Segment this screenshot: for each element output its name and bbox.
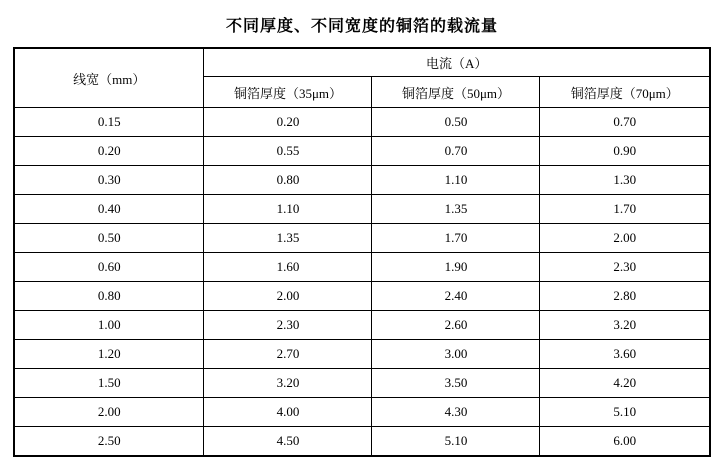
current-value-cell: 5.10 [372, 427, 540, 456]
table-row [14, 282, 710, 311]
current-value-cell: 0.55 [204, 137, 372, 166]
current-value-cell: 4.20 [540, 369, 710, 398]
table-row [14, 340, 710, 369]
current-value-cell: 2.80 [540, 282, 710, 311]
header-copper-thickness-1: 铜箔厚度（50μm） [372, 77, 540, 108]
header-line-width: 线宽（mm） [14, 48, 204, 108]
table-row [14, 195, 710, 224]
current-value-cell: 1.35 [372, 195, 540, 224]
table-row [14, 108, 710, 137]
table-row [14, 369, 710, 398]
header-copper-thickness-0: 铜箔厚度（35μm） [204, 77, 372, 108]
table-row [14, 398, 710, 427]
line-width-cell: 0.15 [14, 108, 204, 137]
header-copper-thickness-2: 铜箔厚度（70μm） [540, 77, 710, 108]
current-value-cell: 4.00 [204, 398, 372, 427]
current-value-cell: 3.00 [372, 340, 540, 369]
current-value-cell: 0.80 [204, 166, 372, 195]
line-width-cell: 0.80 [14, 282, 204, 311]
table-row [14, 427, 710, 456]
table-row [14, 166, 710, 195]
current-value-cell: 2.00 [204, 282, 372, 311]
current-value-cell: 5.10 [540, 398, 710, 427]
current-value-cell: 4.50 [204, 427, 372, 456]
current-value-cell: 0.90 [540, 137, 710, 166]
line-width-cell: 2.00 [14, 398, 204, 427]
line-width-cell: 0.30 [14, 166, 204, 195]
line-width-cell: 0.60 [14, 253, 204, 282]
table-row [14, 224, 710, 253]
header-row-group [14, 48, 710, 77]
current-value-cell: 2.30 [204, 311, 372, 340]
line-width-cell: 1.20 [14, 340, 204, 369]
table-row [14, 137, 710, 166]
line-width-cell: 0.20 [14, 137, 204, 166]
current-value-cell: 2.30 [540, 253, 710, 282]
current-value-cell: 1.60 [204, 253, 372, 282]
current-value-cell: 3.50 [372, 369, 540, 398]
copper-foil-current-table [13, 47, 711, 457]
current-value-cell: 1.30 [540, 166, 710, 195]
current-value-cell: 2.70 [204, 340, 372, 369]
table-row [14, 311, 710, 340]
line-width-cell: 2.50 [14, 427, 204, 456]
current-value-cell: 6.00 [540, 427, 710, 456]
line-width-cell: 0.50 [14, 224, 204, 253]
current-value-cell: 1.70 [540, 195, 710, 224]
current-value-cell: 0.50 [372, 108, 540, 137]
current-value-cell: 0.70 [372, 137, 540, 166]
table-body [14, 108, 710, 456]
line-width-cell: 1.00 [14, 311, 204, 340]
current-value-cell: 2.00 [540, 224, 710, 253]
line-width-cell: 0.40 [14, 195, 204, 224]
header-current-group: 电流（A） [204, 48, 710, 77]
current-value-cell: 1.10 [372, 166, 540, 195]
current-value-cell: 0.70 [540, 108, 710, 137]
current-value-cell: 2.60 [372, 311, 540, 340]
current-value-cell: 1.70 [372, 224, 540, 253]
current-value-cell: 3.20 [540, 311, 710, 340]
line-width-cell: 1.50 [14, 369, 204, 398]
current-value-cell: 2.40 [372, 282, 540, 311]
current-value-cell: 3.60 [540, 340, 710, 369]
current-value-cell: 3.20 [204, 369, 372, 398]
current-value-cell: 1.90 [372, 253, 540, 282]
current-value-cell: 0.20 [204, 108, 372, 137]
current-value-cell: 4.30 [372, 398, 540, 427]
table-title: 不同厚度、不同宽度的铜箔的载流量 [225, 18, 498, 35]
table-row [14, 253, 710, 282]
current-value-cell: 1.10 [204, 195, 372, 224]
current-value-cell: 1.35 [204, 224, 372, 253]
